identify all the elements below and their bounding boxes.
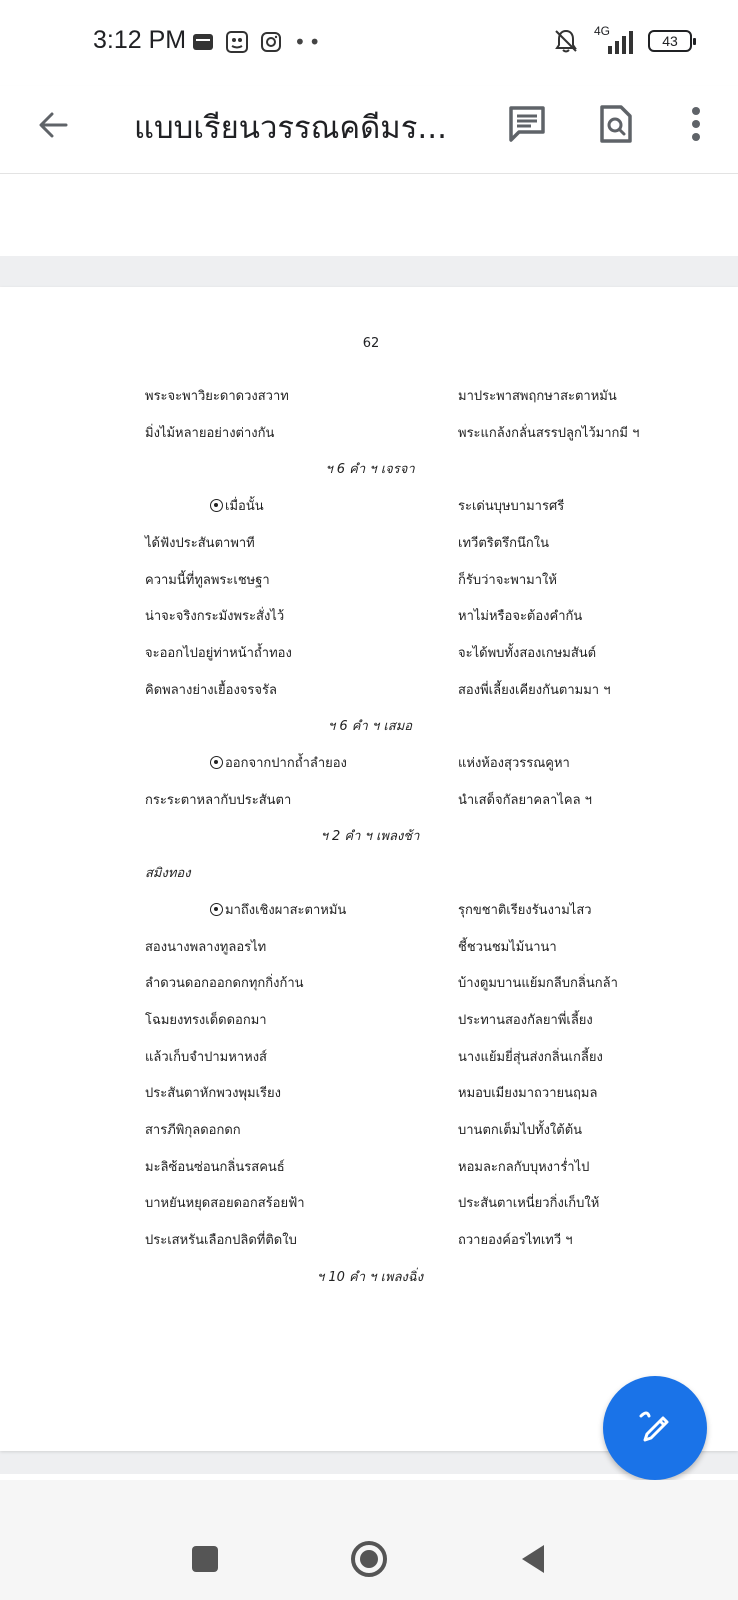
- battery-level: 43: [662, 33, 678, 49]
- verse-left: [145, 1082, 281, 1103]
- battery-icon: [648, 30, 692, 52]
- arrow-back-icon: [36, 108, 70, 142]
- more-notifications-icon: ••: [294, 30, 324, 54]
- back-button[interactable]: [30, 102, 76, 148]
- verse-left: [210, 495, 264, 516]
- verse-left-text: จะออกไปอยู่ท่าหน้าถ้ำทอง: [145, 646, 292, 661]
- verse-right: จะได้พบทั้งสองเกษมสันต์: [458, 646, 597, 661]
- stage-direction: ฯ 6 คำ ฯ เจรจา: [325, 462, 415, 477]
- stage-direction: ฯ 2 คำ ฯ เพลงช้า: [320, 829, 420, 844]
- system-icons: [552, 26, 692, 56]
- verse-left: [145, 936, 266, 957]
- verse-left: [145, 1046, 267, 1067]
- verse-right: ชี้ชวนชมไม้นานา: [458, 940, 557, 955]
- verse-left: [210, 752, 347, 773]
- verse-left: [145, 1192, 305, 1213]
- verse-right: ประสันตาเหนี่ยวกิ่งเก็บให้: [458, 1196, 600, 1211]
- verse-right: หมอบเมียงมาถวายนฤมล: [458, 1086, 598, 1101]
- verse-left-text: กระระตาหลากับประสันตา: [145, 793, 292, 808]
- verse-left: [145, 1009, 267, 1030]
- verse-left-text: โฉมยงทรงเด็ดดอกมา: [145, 1013, 267, 1028]
- home-circle-icon: [349, 1539, 389, 1579]
- verse-left: [145, 642, 292, 663]
- more-options-button[interactable]: [672, 100, 720, 148]
- nav-back-button[interactable]: [508, 1534, 558, 1584]
- verse-left-text: ประเสหรันเลือกปลิดที่ติดใบ: [145, 1233, 297, 1248]
- verse-right: หอมละกลกับบุหงาร่ำไป: [458, 1160, 590, 1175]
- verse-left-text: มิ่งไม้หลายอย่างต่างกัน: [145, 426, 275, 441]
- verse-right: นางแย้มยี่สุ่นส่งกลิ่นเกลี้ยง: [458, 1050, 603, 1065]
- verse-left-text: ออกจากปากถ้ำลำยอง: [225, 756, 347, 771]
- system-navigation-bar: [0, 1480, 738, 1600]
- verse-left-text: แล้วเก็บจำปามหาหงส์: [145, 1050, 267, 1065]
- verse-left-text: เมื่อนั้น: [225, 499, 264, 514]
- verse-right: มาประพาสพฤกษาสะตาหมัน: [458, 389, 617, 404]
- verse-right: ประทานสองกัลยาพี่เลี้ยง: [458, 1013, 593, 1028]
- verse-right: นำเสด็จกัลยาคลาไคล ฯ: [458, 793, 592, 808]
- page-number: 62: [362, 336, 380, 351]
- verse-right: ก็รับว่าจะพามาให้: [458, 573, 557, 588]
- circle-bullet-icon: [210, 903, 223, 916]
- square-icon: [190, 1544, 220, 1574]
- verse-left-text: สองนางพลางทูลอรไท: [145, 940, 267, 955]
- verse-right: หาไม่หรือจะต้องคำกัน: [458, 609, 583, 624]
- find-in-document-button[interactable]: [592, 100, 640, 148]
- document-page: [0, 287, 738, 1451]
- edit-fab-button[interactable]: [603, 1376, 707, 1480]
- home-button[interactable]: [344, 1534, 394, 1584]
- verse-left-text: มะลิซ้อนซ่อนกลิ่นรสคนธ์: [145, 1160, 285, 1175]
- verse-right: บานตกเต็มไปทั้งใต้ต้น: [458, 1123, 583, 1138]
- triangle-back-icon: [518, 1543, 548, 1575]
- stage-direction: ฯ 6 คำ ฯ เสมอ: [327, 719, 413, 734]
- notification-icons: [192, 30, 324, 54]
- edit-pencil-icon: [633, 1406, 677, 1450]
- verse-left: [210, 899, 346, 920]
- status-bar: [0, 0, 738, 86]
- verse-left-text: มาถึงเชิงผาสะตาหมัน: [225, 903, 347, 918]
- app-bar: [0, 86, 738, 174]
- verse-right: บ้างตูมบานแย้มกลีบกลิ่นกล้า: [458, 976, 618, 991]
- verse-left-text: ลำดวนดอกออกดกทุกกิ่งก้าน: [145, 976, 304, 991]
- more-vert-icon: [690, 106, 702, 142]
- verse-left-text: พระจะพาวิยะดาดวงสวาท: [145, 389, 289, 404]
- comments-button[interactable]: [503, 100, 551, 148]
- verse-left: [145, 972, 304, 993]
- verse-left-text: ประสันตาหักพวงพุมเรียง: [145, 1086, 281, 1101]
- document-title: แบบเรียนวรรณคดีมร...: [134, 110, 447, 146]
- verse-left: [145, 1156, 285, 1177]
- stage-direction: ฯ 10 คำ ฯ เพลงฉิ่ง: [316, 1270, 424, 1285]
- verse-left: [145, 1229, 297, 1250]
- messenger-notification-icon: [226, 31, 248, 53]
- melody-name: สมิงทอง: [145, 866, 191, 881]
- comment-icon: [507, 104, 547, 144]
- circle-bullet-icon: [210, 499, 223, 512]
- status-time: 3:12 PM: [93, 26, 187, 54]
- verse-right: ระเด่นบุษบามารศรี: [458, 499, 565, 514]
- verse-right: แห่งห้องสุวรรณคูหา: [458, 756, 570, 771]
- verse-left-text: น่าจะจริงกระมังพระสั่งไว้: [145, 609, 285, 624]
- circle-bullet-icon: [210, 756, 223, 769]
- verse-right: ถวายองค์อรไทเทวี ฯ: [458, 1233, 573, 1248]
- verse-right: รุกขชาติเรียงรันงามไสว: [458, 903, 592, 918]
- verse-left-text: ได้ฟังประสันตาพาที: [145, 536, 255, 551]
- verse-left: [145, 385, 289, 406]
- verse-left-text: ความนี้ที่ทูลพระเชษฐา: [145, 573, 270, 588]
- verse-left: [145, 679, 277, 700]
- network-type: 4G: [594, 24, 611, 38]
- verse-left: [145, 532, 255, 553]
- verse-left: [145, 1119, 241, 1140]
- verse-left-text: สารภีพิกุลดอกดก: [145, 1123, 241, 1138]
- verse-left: [145, 422, 274, 443]
- verse-left-text: บาหยันหยุดสอยดอกสร้อยฟ้า: [145, 1196, 305, 1211]
- verse-left-text: คิดพลางย่างเยื้องจรจรัล: [145, 683, 277, 698]
- verse-left: [145, 789, 291, 810]
- verse-right: เทวีตริตรึกนึกใน: [458, 536, 550, 551]
- app-notification-icon: [192, 31, 214, 53]
- signal-icon: [590, 26, 638, 56]
- instagram-icon: [260, 31, 282, 53]
- verse-right: พระแกล้งกลั่นสรรปลูกไว้มากมี ฯ: [458, 426, 640, 441]
- recents-button[interactable]: [180, 1534, 230, 1584]
- verse-left: [145, 569, 270, 590]
- verse-right: สองพี่เลี้ยงเคียงกันตามมา ฯ: [458, 683, 611, 698]
- previous-page-bottom: [0, 174, 738, 256]
- find-in-page-icon: [598, 104, 634, 144]
- verse-left: [145, 605, 284, 626]
- bell-muted-icon: [552, 27, 580, 55]
